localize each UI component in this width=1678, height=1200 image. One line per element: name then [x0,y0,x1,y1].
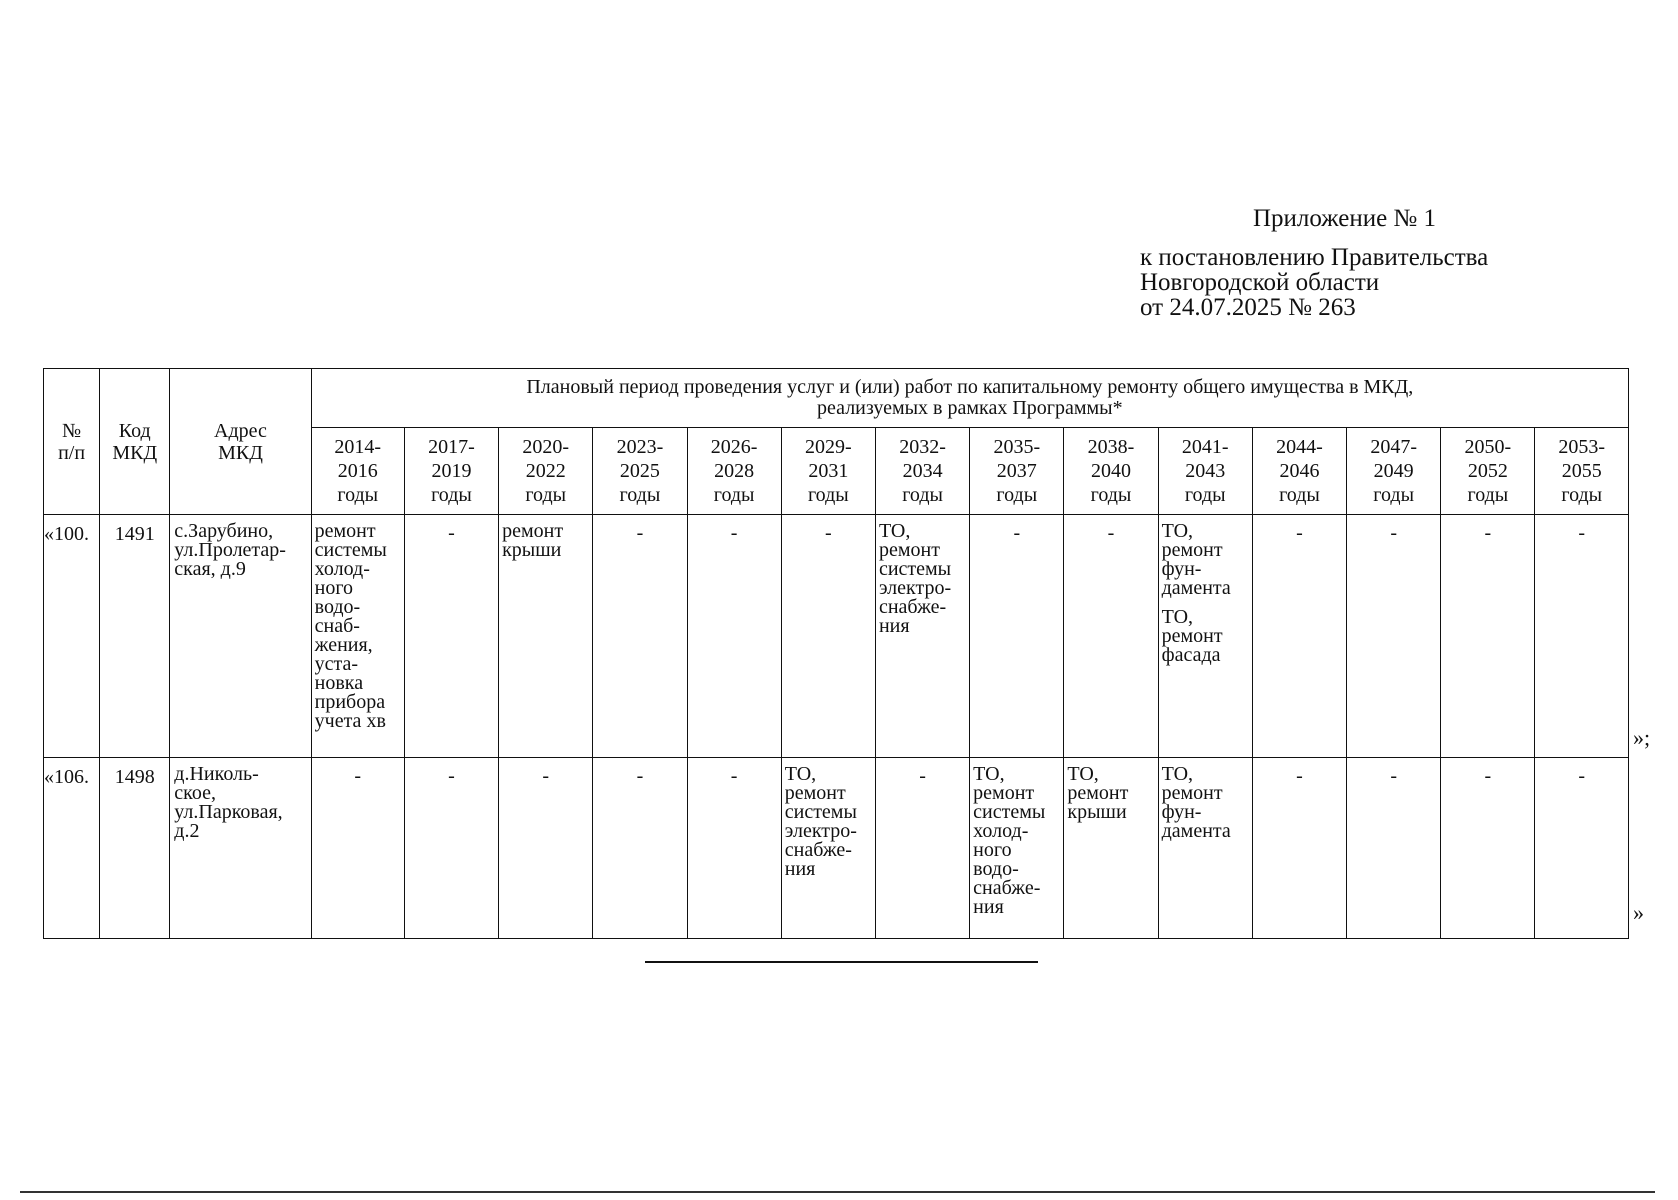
address-line: д.Николь- [174,763,259,785]
decree-line: к постановлению Правительства [1140,244,1489,271]
building-code: 1491 [100,515,170,758]
work-line: ремонт [878,539,940,561]
period-label: 2017- [428,436,475,458]
work-line: системы [784,801,857,823]
work-cell-empty: - [404,515,498,758]
period-label: 2037 [996,460,1037,482]
work-cell-2035 [970,758,1064,939]
period-header [404,428,498,515]
period-header [1158,428,1252,515]
building-code: 1498 [100,758,170,939]
period-label: 2046 [1279,460,1320,482]
work-line: дамента [1161,820,1231,842]
period-label: 2019 [431,460,472,482]
work-cell-empty: - [1535,515,1629,758]
table-row [44,515,1629,758]
header-cell-planned-period [311,369,1628,428]
work-cell-empty: - [781,515,875,758]
period-label: 2044- [1276,436,1323,458]
work-line: ремонт [1067,782,1129,804]
work-line: электро- [878,577,952,599]
period-label: 2022 [525,460,566,482]
period-label: годы [1373,484,1415,506]
document-title: Приложение № 1 [1253,205,1437,232]
work-line: ремонт [1161,625,1223,647]
work-line: жения, [314,634,373,656]
work-cell-2014 [311,515,404,758]
work-line: ремонт [314,520,376,542]
period-header [1064,428,1158,515]
work-line: фун- [1161,801,1202,823]
period-header [875,428,969,515]
period-label: 2049 [1373,460,1414,482]
period-label: годы [713,484,755,506]
work-line: ТО, [1161,606,1194,628]
work-cell-empty: - [499,758,593,939]
period-label: годы [1184,484,1226,506]
period-label: годы [807,484,849,506]
period-label: 2053- [1558,436,1606,458]
period-label: 2016 [337,460,378,482]
period-label: 2023- [616,436,664,458]
work-line: уста- [314,653,359,675]
work-line: холод- [314,558,370,580]
period-label: 2041- [1181,436,1229,458]
address-line: ская, д.9 [174,558,246,580]
work-line: ТО, [878,520,911,542]
header-label: Плановый период проведения услуг и (или) работ по капитальному ремонту общего имущества в МКД, [526,376,1414,398]
work-cell-empty: - [311,758,404,939]
period-header [1441,428,1535,515]
work-cell-2032 [875,515,969,758]
work-line: ремонт [1161,782,1223,804]
work-line: ремонт [973,782,1035,804]
work-cell-empty: - [1064,515,1158,758]
period-label: годы [525,484,567,506]
work-line: системы [314,539,387,561]
work-line: фасада [1161,644,1221,666]
row-number: «106. [44,758,100,939]
work-line: ния [878,615,910,637]
work-line: системы [973,801,1046,823]
period-header [593,428,687,515]
work-line: новка [314,672,364,694]
work-line: ремонт [1161,539,1223,561]
work-line: холод- [973,820,1029,842]
work-line: снабже- [973,877,1041,899]
period-label: 2026- [710,436,758,458]
work-cell-empty: - [1252,758,1346,939]
work-line: прибора [314,691,386,713]
period-label: 2028 [714,460,755,482]
work-cell-empty: - [1441,515,1535,758]
row-number: «100. [44,515,100,758]
period-header [687,428,781,515]
period-label: 2014- [334,436,382,458]
period-label: годы [996,484,1038,506]
building-address [170,515,311,758]
decree-reference [1140,245,1488,320]
period-header [970,428,1064,515]
period-label: 2020- [522,436,570,458]
work-line: водо- [314,596,361,618]
header-label: № [62,419,82,442]
decree-line: Новгородской области [1140,269,1380,296]
work-cell-empty: - [1347,515,1441,758]
period-label: годы [431,484,472,506]
repair-schedule-table [43,368,1629,939]
work-line: электро- [784,820,857,842]
period-label: 2032- [899,436,946,458]
work-line: снаб- [314,615,360,637]
period-label: годы [902,484,943,506]
work-cell-2020 [499,515,593,758]
period-label: 2050- [1464,436,1512,458]
work-line: крыши [502,539,562,561]
table-row [44,758,1629,939]
address-line: ское, [174,782,216,804]
period-label: годы [1090,484,1132,506]
work-line: ТО, [1161,520,1194,542]
header-cell-num [44,369,100,515]
work-cell-empty: - [970,515,1064,758]
period-header [499,428,593,515]
work-cell-empty: - [404,758,498,939]
period-header [1347,428,1441,515]
header-label: МКД [218,441,263,464]
decree-line: от 24.07.2025 № 263 [1140,294,1356,321]
period-header [1252,428,1346,515]
header-cell-address [170,369,311,515]
work-line: ния [973,896,1004,918]
period-label: 2038- [1087,436,1135,458]
work-cell-2041 [1158,515,1252,758]
scan-edge-line [20,1191,1655,1193]
work-line: ного [973,839,1012,861]
period-label: 2029- [805,436,852,458]
address-line: д.2 [174,820,200,842]
period-label: 2025 [619,460,660,482]
period-label: 2043 [1185,460,1226,482]
work-cell-empty: - [593,758,687,939]
work-cell-empty: - [1441,758,1535,939]
work-cell-2029 [781,758,875,939]
period-label: 2047- [1370,436,1417,458]
address-line: ул.Пролетар- [174,539,286,561]
work-line: ного [314,577,354,599]
period-label: 2055 [1561,460,1602,482]
work-line: ТО, [1161,763,1194,785]
work-line: ния [784,858,816,880]
building-address [170,758,311,939]
work-line: ремонт [502,520,564,542]
work-line: крыши [1067,801,1127,823]
period-label: 2034 [902,460,943,482]
header-cell-code [100,369,170,515]
period-label: годы [1279,484,1320,506]
work-line: ТО, [1067,763,1099,785]
work-line: ТО, [784,763,817,785]
work-line: снабже- [784,839,852,861]
work-cell-empty: - [1535,758,1629,939]
table-header-row [44,369,1629,428]
work-cell-empty: - [875,758,969,939]
separator-line [645,961,1038,963]
header-label: МКД [112,441,158,464]
work-cell-empty: - [1252,515,1346,758]
header-label: реализуемых в рамках Программы* [817,397,1123,419]
work-cell-2038 [1064,758,1158,939]
work-line: снабже- [878,596,947,618]
period-label: 2035- [993,436,1041,458]
work-line: фун- [1161,558,1202,580]
header-label: п/п [58,441,86,464]
period-header [781,428,875,515]
work-line: системы [878,558,952,580]
work-cell-empty: - [687,515,781,758]
work-line: ремонт [784,782,846,804]
period-label: годы [337,484,379,506]
work-line: водо- [973,858,1019,880]
period-label: годы [1561,484,1603,506]
work-cell-2041 [1158,758,1252,939]
closing-quote-mark: »; [1633,725,1651,750]
period-header [1535,428,1629,515]
work-cell-empty: - [687,758,781,939]
period-header [311,428,404,515]
period-label: годы [1467,484,1509,506]
header-label: Код [118,419,151,442]
work-line: дамента [1161,577,1231,599]
closing-quote-mark: » [1633,900,1644,925]
period-label: 2040 [1091,460,1131,482]
work-cell-empty: - [1347,758,1441,939]
period-label: 2031 [808,460,849,482]
work-line: учета хв [314,710,386,732]
period-label: 2052 [1467,460,1508,482]
period-label: годы [619,484,661,506]
header-label: Адрес [214,419,267,442]
address-line: ул.Парковая, [174,801,283,823]
work-line: ТО, [973,763,1005,785]
work-cell-empty: - [593,515,687,758]
address-line: с.Зарубино, [174,520,274,542]
